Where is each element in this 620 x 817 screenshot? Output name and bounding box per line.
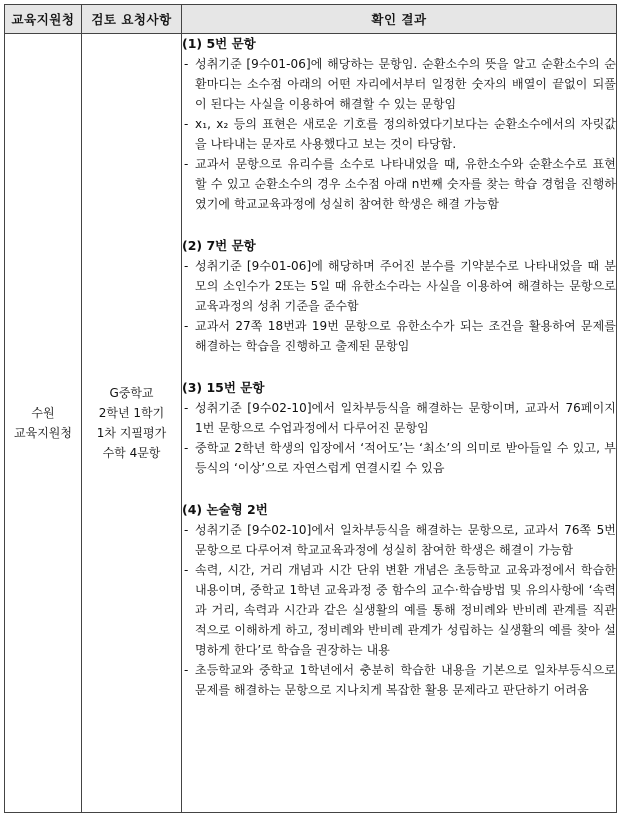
review-table [4, 4, 617, 813]
list-item [182, 114, 616, 154]
bullet-dash: - [184, 319, 189, 333]
section-title: (1) 5번 문항 [182, 36, 256, 51]
item-text: 교과서 27쪽 18번과 19번 문항으로 유한소수가 되는 조건을 활용하여 문제를 해결하는 학습을 진행하고 출제된 문항임 [195, 319, 616, 353]
item-text: x₁, x₂ 등의 표현은 새로운 기호를 정의하였다기보다는 순환소수에서의 자릿값을 나타내는 문자로 사용했다고 보는 것이 타당함. [195, 117, 616, 151]
bullet-dash: - [184, 57, 189, 71]
request-line: G중학교 [109, 386, 154, 400]
bullet-dash: - [184, 401, 189, 415]
bullet-dash: - [184, 259, 189, 273]
item-text: 중학교 2학년 학생의 입장에서 ‘적어도’는 ‘최소’의 의미로 받아들일 수 있고, 부등식의 ‘이상’으로 자연스럽게 연결시킬 수 있음 [195, 441, 616, 475]
header-office: 교육지원청 [5, 5, 82, 34]
item-text: 성취기준 [9수01-06]에 해당하며 주어진 분수를 기약분수로 나타내었을 때 분모의 소인수가 2또는 5일 때 유한소수라는 사실을 이용하여 해결하는 문항으로 교육과정의 성취 기준을 준수함 [195, 259, 616, 313]
item-text: 교과서 문항으로 유리수를 소수로 나타내었을 때, 유한소수와 순환소수로 표현할 수 있고 순환소수의 경우 소수점 아래 n번째 숫자를 찾는 학습 경험을 진행하였기에 학교교육과정에 성실히 참여한 학생은 해결 가능함 [195, 157, 616, 211]
request-line: 1차 지필평가 [96, 426, 167, 440]
list-item [182, 54, 616, 114]
request-cell [82, 34, 182, 813]
result-section [182, 236, 616, 356]
item-text: 초등학교와 중학교 1학년에서 충분히 학습한 내용을 기본으로 일차부등식으로 문제를 해결하는 문항으로 지나치게 복잡한 활용 문제라고 판단하기 어려움 [195, 663, 616, 697]
item-text: 속력, 시간, 거리 개념과 시간 단위 변환 개념은 초등학교 교육과정에서 학습한 내용이며, 중학교 1학년 교육과정 중 함수의 교수·학습방법 및 유의사항에 ‘속력과 거리, 속력과 시간과 같은 실생활의 예를 통해 정비례와 반비례 관계를 직관적으로 이해하게 하고, 정비례와 반비례 관계가 성립하는 실생활의 예를 찾아 설명하게 한다’로 학습을 권장하는 내용 [195, 563, 616, 657]
request-line: 수학 4문항 [102, 446, 161, 460]
office-line: 수원 [31, 406, 55, 420]
item-text: 성취기준 [9수02-10]에서 일차부등식을 해결하는 문항이며, 교과서 76페이지 1번 문항으로 수업과정에서 다루어진 문항임 [195, 401, 616, 435]
request-line: 2학년 1학기 [98, 406, 165, 420]
office-cell [5, 34, 82, 813]
list-item [182, 520, 616, 560]
list-item [182, 154, 616, 214]
bullet-dash: - [184, 523, 189, 537]
list-item [182, 398, 616, 438]
item-list [182, 520, 616, 700]
list-item [182, 438, 616, 478]
list-item [182, 660, 616, 700]
list-item [182, 560, 616, 660]
bullet-dash: - [184, 663, 189, 677]
item-list [182, 256, 616, 356]
result-section [182, 34, 616, 214]
section-title: (3) 15번 문항 [182, 380, 265, 395]
bullet-dash: - [184, 157, 189, 171]
section-title: (4) 논술형 2번 [182, 502, 268, 517]
bullet-dash: - [184, 563, 189, 577]
office-line: 교육지원청 [14, 426, 72, 440]
item-list [182, 398, 616, 478]
item-text: 성취기준 [9수02-10]에서 일차부등식을 해결하는 문항으로, 교과서 76쪽 5번 문항으로 다루어져 학교교육과정에 성실히 참여한 학생은 해결이 가능함 [195, 523, 616, 557]
header-request: 검토 요청사항 [82, 5, 182, 34]
item-text: 성취기준 [9수01-06]에 해당하는 문항임. 순환소수의 뜻을 알고 순환소수의 순환마디는 소수점 아래의 어떤 자리에서부터 일정한 숫자의 배열이 끝없이 되풀이 된다는 사실을 이용하여 해결할 수 있는 문항임 [195, 57, 616, 111]
bullet-dash: - [184, 441, 189, 455]
content-row [5, 34, 617, 813]
header-row [5, 5, 617, 34]
result-section [182, 500, 616, 700]
item-list [182, 54, 616, 214]
list-item [182, 256, 616, 316]
section-title: (2) 7번 문항 [182, 238, 256, 253]
result-cell [182, 34, 617, 813]
header-result: 확인 결과 [182, 5, 617, 34]
list-item [182, 316, 616, 356]
result-section [182, 378, 616, 478]
bullet-dash: - [184, 117, 189, 131]
